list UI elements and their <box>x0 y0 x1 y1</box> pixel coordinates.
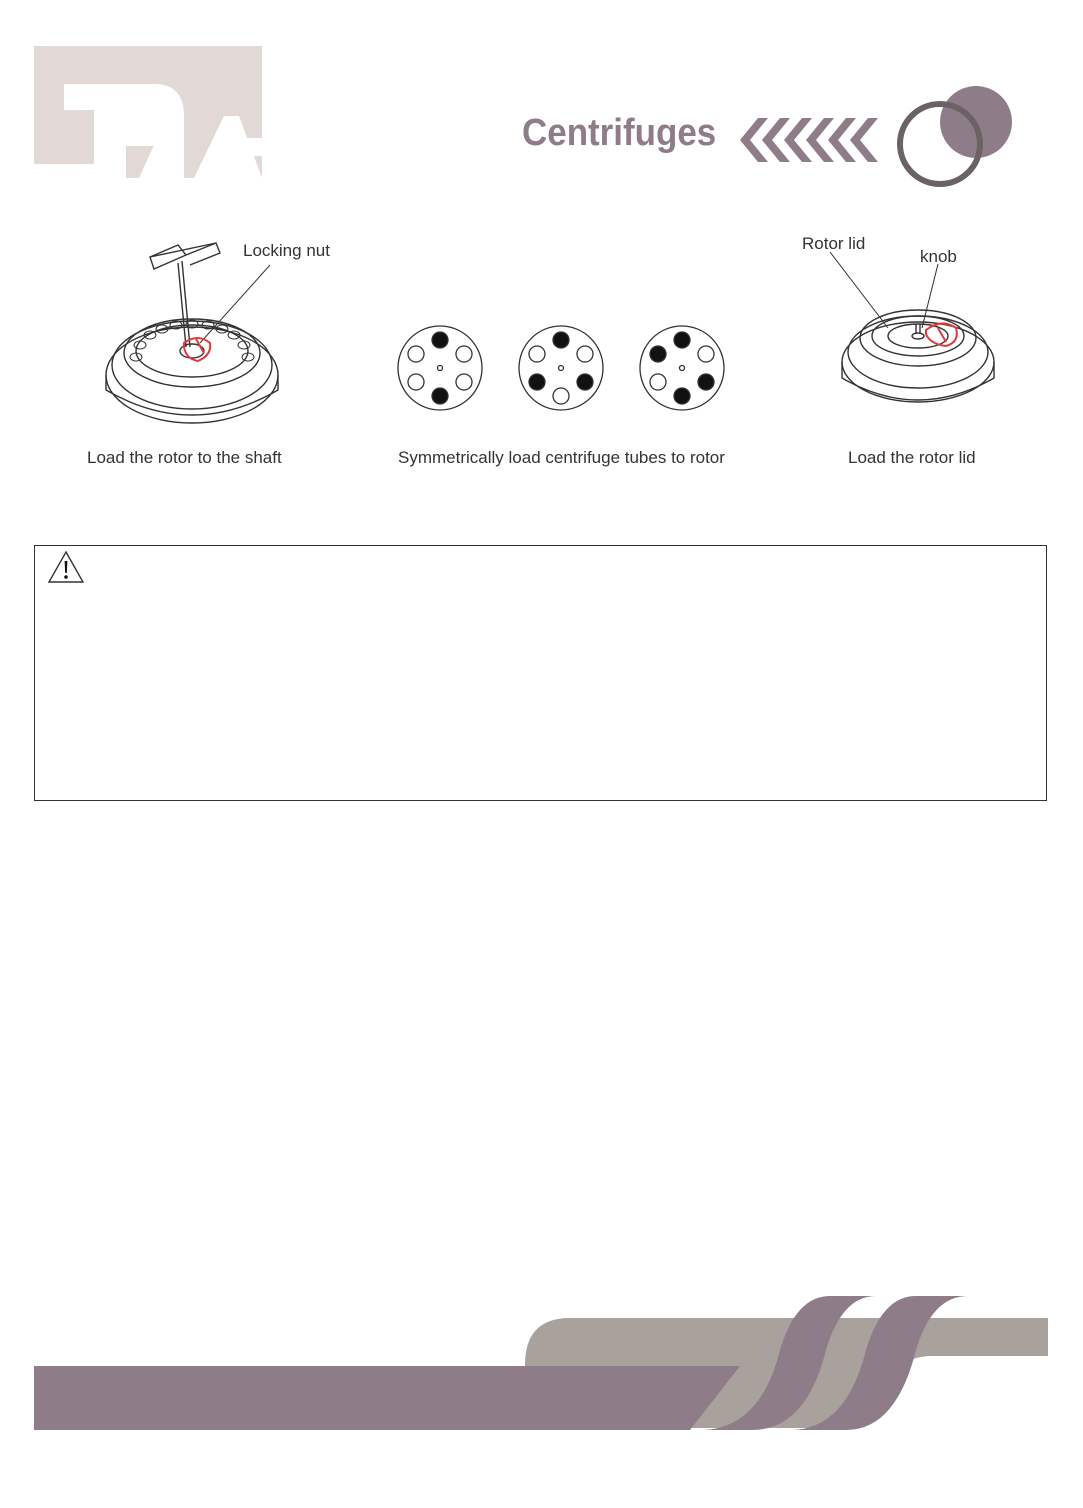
locking-nut-callout: Locking nut <box>243 241 330 260</box>
rotor-lid-callout: Rotor lid <box>802 234 866 253</box>
dlab-logo <box>34 46 262 178</box>
rings-icon <box>896 84 1016 190</box>
left-chevrons-icon <box>738 118 878 162</box>
knob-callout: knob <box>920 247 957 266</box>
rotor-lid-caption: Load the rotor lid <box>848 448 976 467</box>
warning-triangle-icon <box>46 549 86 585</box>
rotor-to-shaft-caption: Load the rotor to the shaft <box>87 448 282 467</box>
symmetric-load-diagram <box>390 318 735 418</box>
warning-box <box>34 545 1047 801</box>
footer-band <box>0 1290 1083 1440</box>
section-title: Centrifuges <box>522 112 717 154</box>
symmetric-load-caption: Symmetrically load centrifuge tubes to rotor <box>398 448 725 467</box>
